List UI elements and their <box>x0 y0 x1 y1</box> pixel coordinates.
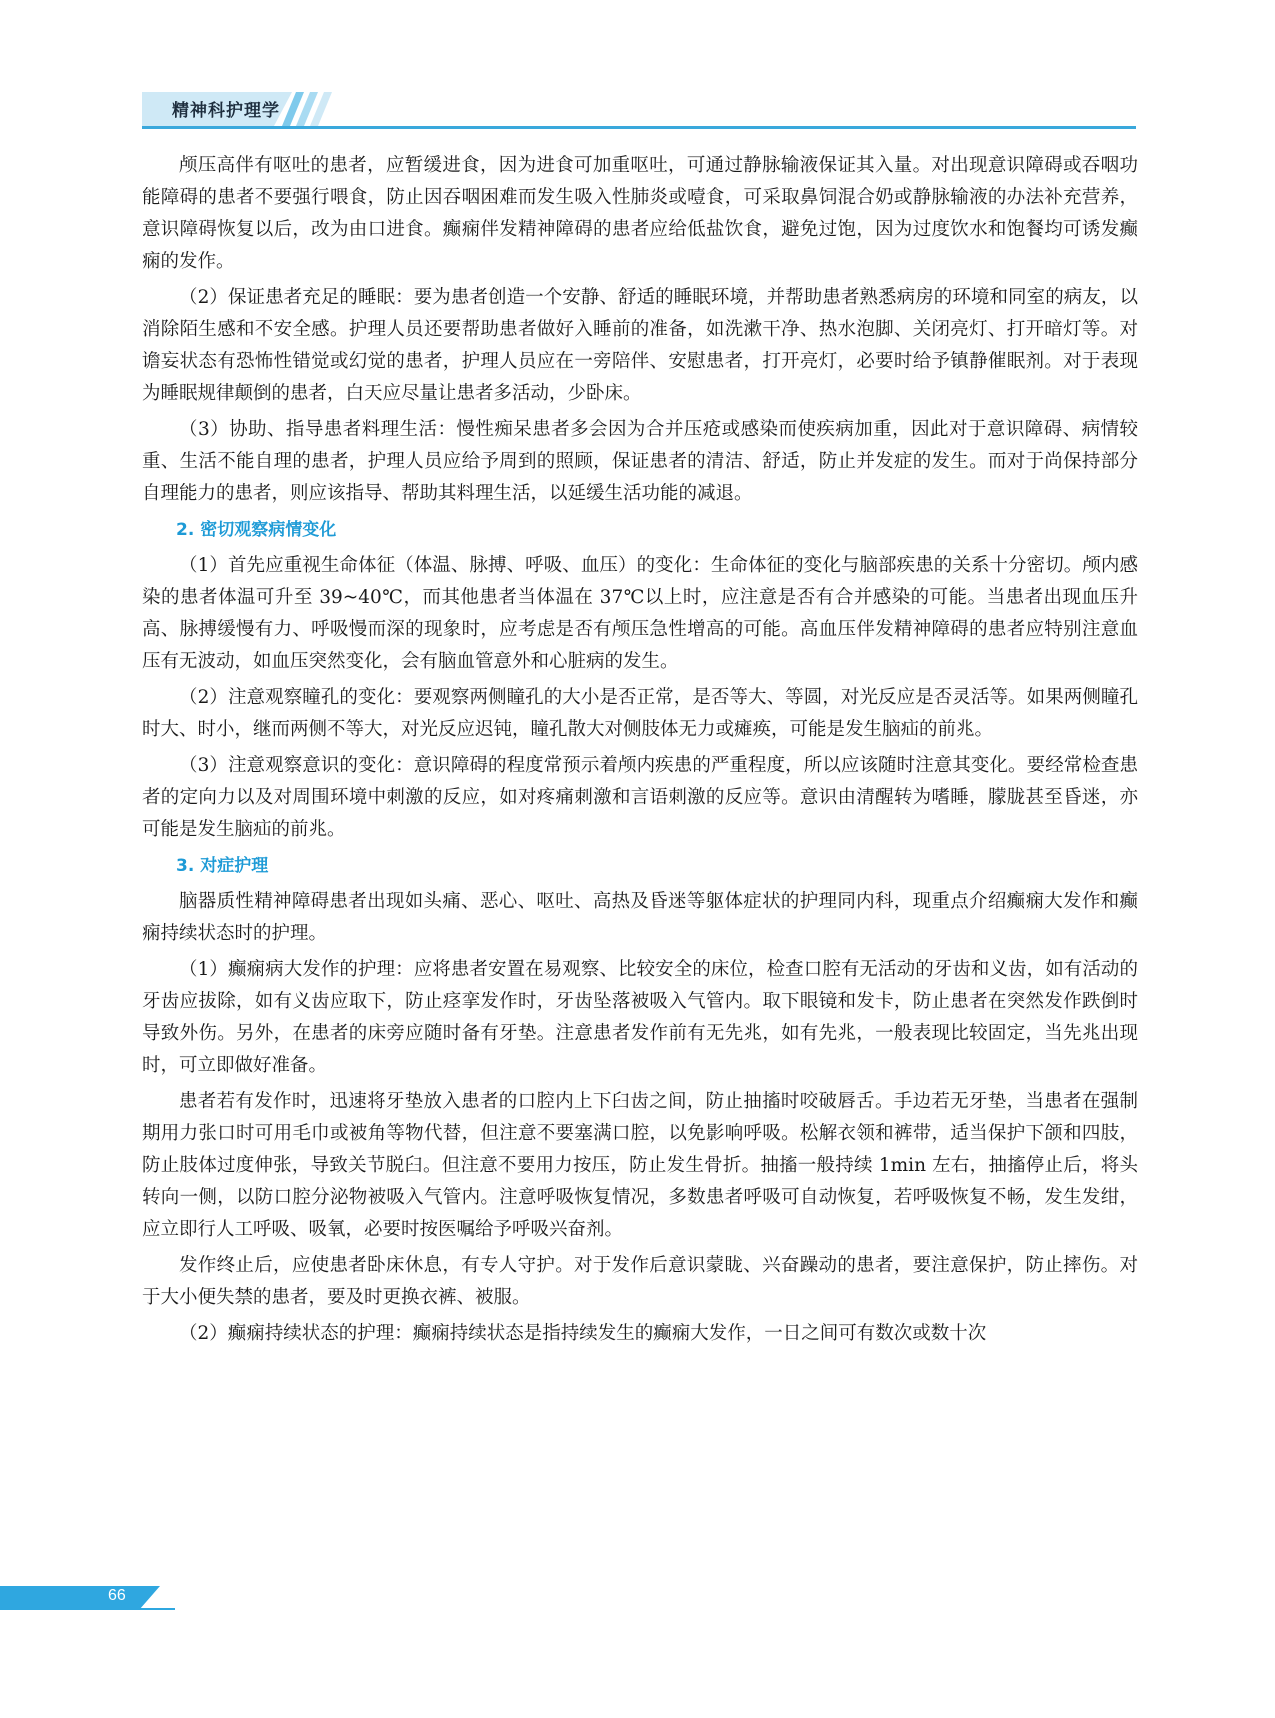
paragraph: 脑器质性精神障碍患者出现如头痛、恶心、呕吐、高热及昏迷等躯体症状的护理同内科，现重点介绍癫痫大发作和癫痫持续状态时的护理。 <box>142 891 1138 944</box>
book-title: 精神科护理学 <box>172 101 280 121</box>
paragraph: 患者若有发作时，迅速将牙垫放入患者的口腔内上下臼齿之间，防止抽搐时咬破唇舌。手边若无牙垫，当患者在强制期用力张口时可用毛巾或被角等物代替，但注意不要塞满口腔，以免影响呼吸。松解衣领和裤带，适当保护下颌和四肢，防止肢体过度伸张，导致关节脱臼。但注意不要用力按压，防止发生骨折。抽搐一般持续 1min 左右，抽搐停止后，将头转向一侧，以防口腔分泌物被吸入气管内。注意呼吸恢复情况，多数患者呼吸可自动恢复，若呼吸恢复不畅，发生发绀，应立即行人工呼吸、吸氧，必要时按医嘱给予呼吸兴奋剂。 <box>142 1091 1138 1240</box>
paragraph: 颅压高伴有呕吐的患者，应暂缓进食，因为进食可加重呕吐，可通过静脉输液保证其入量。对出现意识障碍或吞咽功能障碍的患者不要强行喂食，防止因吞咽困难而发生吸入性肺炎或噎食，可采取鼻饲混合奶或静脉输液的办法补充营养，意识障碍恢复以后，改为由口进食。癫痫伴发精神障碍的患者应给低盐饮食，避免过饱，因为过度饮水和饱餐均可诱发癫痫的发作。 <box>142 155 1138 272</box>
paragraph: （3）注意观察意识的变化：意识障碍的程度常预示着颅内疾患的严重程度，所以应该随时注意其变化。要经常检查患者的定向力以及对周围环境中刺激的反应，如对疼痛刺激和言语刺激的反应等。意识由清醒转为嗜睡，朦胧甚至昏迷，亦可能是发生脑疝的前兆。 <box>142 755 1138 840</box>
paragraph: （2）保证患者充足的睡眠：要为患者创造一个安静、舒适的睡眠环境，并帮助患者熟悉病房的环境和同室的病友，以消除陌生感和不安全感。护理人员还要帮助患者做好入睡前的准备，如洗漱干净、热水泡脚、关闭亮灯、打开暗灯等。对谵妄状态有恐怖性错觉或幻觉的患者，护理人员应在一旁陪伴、安慰患者，打开亮灯，必要时给予镇静催眠剂。对于表现为睡眠规律颠倒的患者，白天应尽量让患者多活动，少卧床。 <box>142 287 1138 404</box>
paragraph: 发作终止后，应使患者卧床休息，有专人守护。对于发作后意识蒙眬、兴奋躁动的患者，要注意保护，防止摔伤。对于大小便失禁的患者，要及时更换衣裤、被服。 <box>142 1255 1138 1308</box>
footer-rule <box>0 1608 175 1610</box>
section-heading: 2. 密切观察病情变化 <box>176 520 337 540</box>
footer-band <box>0 1586 160 1608</box>
header-stripes-decoration <box>282 92 332 126</box>
page-number: 66 <box>108 1587 126 1604</box>
running-header <box>142 92 1136 130</box>
section-heading: 3. 对症护理 <box>176 856 269 876</box>
page-footer <box>0 1586 175 1612</box>
paragraph: （2）注意观察瞳孔的变化：要观察两侧瞳孔的大小是否正常，是否等大、等圆，对光反应是否灵活等。如果两侧瞳孔时大、时小，继而两侧不等大，对光反应迟钝，瞳孔散大对侧肢体无力或瘫痪，可能是发生脑疝的前兆。 <box>142 687 1138 740</box>
paragraph: （3）协助、指导患者料理生活：慢性痴呆患者多会因为合并压疮或感染而使疾病加重，因此对于意识障碍、病情较重、生活不能自理的患者，护理人员应给予周到的照顾，保证患者的清洁、舒适，防止并发症的发生。而对于尚保持部分自理能力的患者，则应该指导、帮助其料理生活，以延缓生活功能的减退。 <box>142 419 1138 504</box>
page-body <box>142 150 1138 1354</box>
paragraph: （1）癫痫病大发作的护理：应将患者安置在易观察、比较安全的床位，检查口腔有无活动的牙齿和义齿，如有活动的牙齿应拔除，如有义齿应取下，防止痉挛发作时，牙齿坠落被吸入气管内。取下眼镜和发卡，防止患者在突然发作跌倒时导致外伤。另外，在患者的床旁应随时备有牙垫。注意患者发作前有无先兆，如有先兆，一般表现比较固定，当先兆出现时，可立即做好准备。 <box>142 959 1138 1076</box>
paragraph: （2）癫痫持续状态的护理：癫痫持续状态是指持续发生的癫痫大发作，一日之间可有数次或数十次 <box>179 1323 987 1344</box>
paragraph: （1）首先应重视生命体征（体温、脉搏、呼吸、血压）的变化：生命体征的变化与脑部疾患的关系十分密切。颅内感染的患者体温可升至 39~40℃，而其他患者当体温在 37℃以上时，应注意是否有合并感染的可能。当患者出现血压升高、脉搏缓慢有力、呼吸慢而深的现象时，应考虑是否有颅压急性增高的可能。高血压伴发精神障碍的患者应特别注意血压有无波动，如血压突然变化，会有脑血管意外和心脏病的发生。 <box>142 555 1138 672</box>
header-rule <box>142 126 1136 129</box>
